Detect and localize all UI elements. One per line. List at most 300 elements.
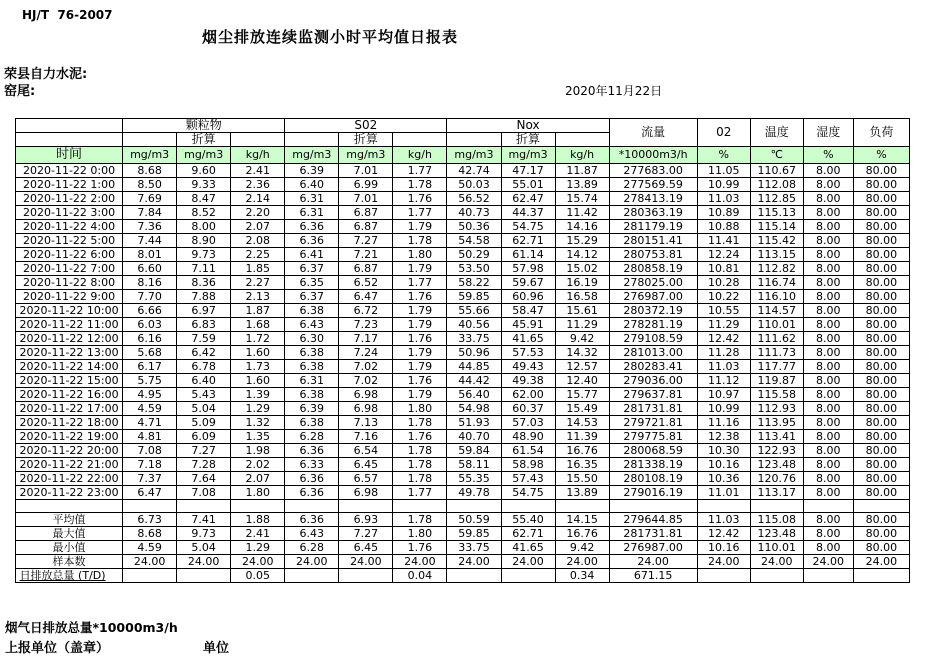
- value-cell: 279637.81: [609, 388, 697, 402]
- value-cell: 2.41: [231, 164, 285, 178]
- value-cell: 80.00: [853, 374, 909, 388]
- value-cell: 1.80: [231, 486, 285, 500]
- value-cell: 7.27: [339, 234, 393, 248]
- value-cell: 16.19: [555, 276, 609, 290]
- value-cell: 60.96: [501, 290, 555, 304]
- data-row: [16, 388, 910, 402]
- value-cell: 2.25: [231, 248, 285, 262]
- time-cell: 2020-11-22 8:00: [16, 276, 123, 290]
- data-row: [16, 206, 910, 220]
- monitoring-point: 窑尾:: [4, 84, 36, 99]
- value-cell: 112.82: [750, 262, 803, 276]
- value-cell: 7.44: [123, 234, 177, 248]
- value-cell: 24.00: [285, 555, 339, 569]
- value-cell: 13.89: [555, 486, 609, 500]
- spacer-row: [16, 500, 910, 513]
- value-cell: 8.00: [803, 444, 853, 458]
- value-cell: 62.71: [501, 234, 555, 248]
- group-load: 负荷: [853, 119, 909, 147]
- group-flow: 流量: [609, 119, 697, 147]
- kiln-date-line: [0, 80, 940, 98]
- value-cell: 8.68: [123, 527, 177, 541]
- value-cell: 1.87: [231, 304, 285, 318]
- value-cell: 24.00: [853, 555, 909, 569]
- value-cell: 80.00: [853, 220, 909, 234]
- value-cell: 112.93: [750, 402, 803, 416]
- value-cell: 6.42: [177, 346, 231, 360]
- value-cell: 57.03: [501, 416, 555, 430]
- value-cell: 80.00: [853, 430, 909, 444]
- data-row: [16, 304, 910, 318]
- value-cell: 50.96: [447, 346, 501, 360]
- value-cell: 2.41: [231, 527, 285, 541]
- report-date: 2020年11月22日: [565, 84, 663, 98]
- value-cell: [853, 569, 909, 583]
- value-cell: 10.16: [697, 458, 750, 472]
- value-cell: 1.76: [393, 290, 447, 304]
- value-cell: 6.87: [339, 220, 393, 234]
- unit-cell: kg/h: [393, 147, 447, 164]
- value-cell: 24.00: [697, 555, 750, 569]
- time-cell: 2020-11-22 6:00: [16, 248, 123, 262]
- time-cell: 2020-11-22 1:00: [16, 178, 123, 192]
- empty-cell: [231, 500, 285, 513]
- value-cell: 2.14: [231, 192, 285, 206]
- value-cell: 6.39: [285, 164, 339, 178]
- value-cell: 8.00: [803, 472, 853, 486]
- time-cell: 2020-11-22 14:00: [16, 360, 123, 374]
- empty-cell: [16, 133, 123, 147]
- value-cell: 80.00: [853, 402, 909, 416]
- value-cell: 115.13: [750, 206, 803, 220]
- empty-cell: [123, 133, 177, 147]
- value-cell: 1.79: [393, 262, 447, 276]
- unit-cell: mg/m3: [501, 147, 555, 164]
- value-cell: 10.55: [697, 304, 750, 318]
- value-cell: 1.77: [393, 164, 447, 178]
- value-cell: 113.17: [750, 486, 803, 500]
- value-cell: 59.84: [447, 444, 501, 458]
- value-cell: 281731.81: [609, 402, 697, 416]
- value-cell: 8.00: [803, 430, 853, 444]
- summary-label-cell: 日排放总量 (T/D): [16, 569, 123, 583]
- value-cell: 80.00: [853, 262, 909, 276]
- value-cell: 80.00: [853, 388, 909, 402]
- value-cell: 80.00: [853, 486, 909, 500]
- value-cell: 11.29: [697, 318, 750, 332]
- value-cell: 51.93: [447, 416, 501, 430]
- value-cell: 116.10: [750, 290, 803, 304]
- value-cell: 6.54: [339, 444, 393, 458]
- value-cell: 11.03: [697, 192, 750, 206]
- value-cell: 11.12: [697, 374, 750, 388]
- unit-cell: %: [853, 147, 909, 164]
- value-cell: 8.00: [803, 192, 853, 206]
- report-title: 烟尘排放连续监测小时平均值日报表: [201, 28, 458, 46]
- value-cell: 16.76: [555, 444, 609, 458]
- time-cell: 2020-11-22 20:00: [16, 444, 123, 458]
- value-cell: 6.31: [285, 192, 339, 206]
- value-cell: 8.00: [803, 318, 853, 332]
- value-cell: 80.00: [853, 458, 909, 472]
- value-cell: 10.88: [697, 220, 750, 234]
- value-cell: 6.47: [123, 486, 177, 500]
- summary-label-cell: 样本数: [16, 555, 123, 569]
- value-cell: 7.02: [339, 374, 393, 388]
- value-cell: 7.11: [177, 262, 231, 276]
- value-cell: 1.78: [393, 458, 447, 472]
- value-cell: 80.00: [853, 304, 909, 318]
- data-row: [16, 290, 910, 304]
- empty-cell: [16, 500, 123, 513]
- value-cell: 49.38: [501, 374, 555, 388]
- value-cell: 7.84: [123, 206, 177, 220]
- value-cell: [177, 569, 231, 583]
- value-cell: 7.24: [339, 346, 393, 360]
- value-cell: 24.00: [447, 555, 501, 569]
- value-cell: 5.43: [177, 388, 231, 402]
- value-cell: 1.29: [231, 402, 285, 416]
- value-cell: 7.23: [339, 318, 393, 332]
- value-cell: 12.24: [697, 248, 750, 262]
- value-cell: 8.47: [177, 192, 231, 206]
- value-cell: 6.09: [177, 430, 231, 444]
- value-cell: 8.52: [177, 206, 231, 220]
- empty-cell: [555, 500, 609, 513]
- value-cell: 7.59: [177, 332, 231, 346]
- value-cell: 58.11: [447, 458, 501, 472]
- value-cell: 6.17: [123, 360, 177, 374]
- value-cell: 6.52: [339, 276, 393, 290]
- value-cell: 7.37: [123, 472, 177, 486]
- time-cell: 2020-11-22 4:00: [16, 220, 123, 234]
- value-cell: 6.38: [285, 304, 339, 318]
- value-cell: 13.89: [555, 178, 609, 192]
- value-cell: 115.14: [750, 220, 803, 234]
- value-cell: 276987.00: [609, 541, 697, 555]
- value-cell: 113.41: [750, 430, 803, 444]
- value-cell: 1.76: [393, 430, 447, 444]
- value-cell: 281731.81: [609, 527, 697, 541]
- value-cell: 11.41: [697, 234, 750, 248]
- value-cell: 8.00: [803, 262, 853, 276]
- value-cell: 9.42: [555, 332, 609, 346]
- value-cell: 8.00: [803, 206, 853, 220]
- value-cell: 5.68: [123, 346, 177, 360]
- value-cell: 6.30: [285, 332, 339, 346]
- time-cell: 2020-11-22 21:00: [16, 458, 123, 472]
- value-cell: 6.36: [285, 444, 339, 458]
- value-cell: 8.00: [803, 304, 853, 318]
- value-cell: 281013.00: [609, 346, 697, 360]
- value-cell: [697, 569, 750, 583]
- value-cell: 280858.19: [609, 262, 697, 276]
- value-cell: 8.00: [803, 416, 853, 430]
- time-cell: 2020-11-22 7:00: [16, 262, 123, 276]
- value-cell: 10.99: [697, 402, 750, 416]
- converted-label-pm: 折算: [177, 133, 231, 147]
- value-cell: 61.14: [501, 248, 555, 262]
- value-cell: 0.34: [555, 569, 609, 583]
- value-cell: 11.29: [555, 318, 609, 332]
- unit-cell: %: [697, 147, 750, 164]
- value-cell: 8.00: [803, 513, 853, 527]
- value-cell: 54.75: [501, 220, 555, 234]
- value-cell: 24.00: [393, 555, 447, 569]
- value-cell: 1.60: [231, 346, 285, 360]
- time-cell: 2020-11-22 0:00: [16, 164, 123, 178]
- value-cell: 277683.00: [609, 164, 697, 178]
- value-cell: 6.36: [285, 486, 339, 500]
- value-cell: 44.85: [447, 360, 501, 374]
- empty-cell: [393, 500, 447, 513]
- value-cell: 122.93: [750, 444, 803, 458]
- value-cell: 8.00: [803, 332, 853, 346]
- standard-number: HJ/T 76-2007: [22, 8, 113, 22]
- value-cell: 53.50: [447, 262, 501, 276]
- value-cell: 57.98: [501, 262, 555, 276]
- value-cell: 114.57: [750, 304, 803, 318]
- value-cell: 280068.59: [609, 444, 697, 458]
- value-cell: 62.00: [501, 388, 555, 402]
- data-row: [16, 192, 910, 206]
- value-cell: 11.28: [697, 346, 750, 360]
- value-cell: 50.29: [447, 248, 501, 262]
- value-cell: 40.56: [447, 318, 501, 332]
- group-nox: Nox: [447, 119, 609, 133]
- value-cell: 10.89: [697, 206, 750, 220]
- value-cell: 5.04: [177, 541, 231, 555]
- value-cell: 80.00: [853, 472, 909, 486]
- value-cell: 80.00: [853, 234, 909, 248]
- unit-cell: kg/h: [555, 147, 609, 164]
- value-cell: 8.68: [123, 164, 177, 178]
- value-cell: 24.00: [803, 555, 853, 569]
- value-cell: 6.97: [177, 304, 231, 318]
- time-cell: 2020-11-22 11:00: [16, 318, 123, 332]
- value-cell: 12.42: [697, 332, 750, 346]
- value-cell: 7.36: [123, 220, 177, 234]
- value-cell: 54.58: [447, 234, 501, 248]
- data-row: [16, 346, 910, 360]
- value-cell: 50.59: [447, 513, 501, 527]
- value-cell: 44.42: [447, 374, 501, 388]
- value-cell: 10.28: [697, 276, 750, 290]
- empty-cell: [803, 500, 853, 513]
- value-cell: 7.64: [177, 472, 231, 486]
- summary-row: [16, 555, 910, 569]
- value-cell: 7.01: [339, 164, 393, 178]
- value-cell: 6.83: [177, 318, 231, 332]
- unit-cell: mg/m3: [447, 147, 501, 164]
- time-header: 时间: [16, 147, 123, 164]
- value-cell: 50.03: [447, 178, 501, 192]
- value-cell: 8.00: [803, 486, 853, 500]
- value-cell: 6.41: [285, 248, 339, 262]
- time-cell: 2020-11-22 22:00: [16, 472, 123, 486]
- value-cell: 6.93: [339, 513, 393, 527]
- value-cell: 5.04: [177, 402, 231, 416]
- data-row: [16, 164, 910, 178]
- value-cell: 8.50: [123, 178, 177, 192]
- value-cell: 1.68: [231, 318, 285, 332]
- value-cell: 7.16: [339, 430, 393, 444]
- value-cell: 6.99: [339, 178, 393, 192]
- data-row: [16, 416, 910, 430]
- value-cell: 8.00: [803, 402, 853, 416]
- value-cell: 80.00: [853, 276, 909, 290]
- value-cell: 9.42: [555, 541, 609, 555]
- data-row: [16, 430, 910, 444]
- value-cell: 40.70: [447, 430, 501, 444]
- value-cell: 113.15: [750, 248, 803, 262]
- value-cell: 6.87: [339, 206, 393, 220]
- value-cell: 7.13: [339, 416, 393, 430]
- time-cell: 2020-11-22 19:00: [16, 430, 123, 444]
- value-cell: 10.30: [697, 444, 750, 458]
- value-cell: 1.72: [231, 332, 285, 346]
- value-cell: 123.48: [750, 527, 803, 541]
- value-cell: 6.40: [177, 374, 231, 388]
- time-cell: 2020-11-22 10:00: [16, 304, 123, 318]
- value-cell: 277569.59: [609, 178, 697, 192]
- value-cell: 7.69: [123, 192, 177, 206]
- summary-row: [16, 569, 910, 583]
- time-cell: 2020-11-22 5:00: [16, 234, 123, 248]
- time-cell: 2020-11-22 13:00: [16, 346, 123, 360]
- value-cell: 6.38: [285, 346, 339, 360]
- value-cell: 1.79: [393, 304, 447, 318]
- value-cell: 80.00: [853, 164, 909, 178]
- empty-cell: [853, 500, 909, 513]
- value-cell: 1.78: [393, 234, 447, 248]
- data-row: [16, 402, 910, 416]
- value-cell: 60.37: [501, 402, 555, 416]
- value-cell: 8.16: [123, 276, 177, 290]
- value-cell: 1.39: [231, 388, 285, 402]
- value-cell: 41.65: [501, 541, 555, 555]
- empty-cell: [231, 133, 285, 147]
- unit-cell: mg/m3: [177, 147, 231, 164]
- value-cell: 110.01: [750, 318, 803, 332]
- value-cell: 280108.19: [609, 472, 697, 486]
- value-cell: 111.73: [750, 346, 803, 360]
- group-so2: S02: [285, 119, 447, 133]
- value-cell: 48.90: [501, 430, 555, 444]
- value-cell: 80.00: [853, 318, 909, 332]
- unit-cell: ℃: [750, 147, 803, 164]
- value-cell: 1.80: [393, 248, 447, 262]
- value-cell: 54.75: [501, 486, 555, 500]
- empty-cell: [447, 500, 501, 513]
- value-cell: 280372.19: [609, 304, 697, 318]
- value-cell: 279721.81: [609, 416, 697, 430]
- value-cell: 1.78: [393, 513, 447, 527]
- value-cell: 279775.81: [609, 430, 697, 444]
- value-cell: 16.35: [555, 458, 609, 472]
- value-cell: 6.38: [285, 416, 339, 430]
- empty-cell: [339, 500, 393, 513]
- value-cell: 6.36: [285, 234, 339, 248]
- value-cell: 11.16: [697, 416, 750, 430]
- value-cell: 1.79: [393, 388, 447, 402]
- value-cell: 5.09: [177, 416, 231, 430]
- value-cell: 1.79: [393, 360, 447, 374]
- value-cell: 80.00: [853, 444, 909, 458]
- units-header-row: [16, 147, 910, 164]
- value-cell: [501, 569, 555, 583]
- data-row: [16, 178, 910, 192]
- value-cell: 15.02: [555, 262, 609, 276]
- value-cell: 1.32: [231, 416, 285, 430]
- corner-cell: [16, 119, 123, 133]
- value-cell: 5.75: [123, 374, 177, 388]
- value-cell: 58.47: [501, 304, 555, 318]
- value-cell: 6.33: [285, 458, 339, 472]
- value-cell: 8.00: [803, 458, 853, 472]
- group-humidity: 湿度: [803, 119, 853, 147]
- value-cell: 6.40: [285, 178, 339, 192]
- value-cell: 8.90: [177, 234, 231, 248]
- value-cell: 24.00: [501, 555, 555, 569]
- value-cell: 55.01: [501, 178, 555, 192]
- flow-total-note: 烟气日排放总量*10000m3/h: [5, 620, 178, 635]
- value-cell: 42.74: [447, 164, 501, 178]
- time-cell: 2020-11-22 3:00: [16, 206, 123, 220]
- value-cell: 115.42: [750, 234, 803, 248]
- data-row: [16, 248, 910, 262]
- value-cell: 110.67: [750, 164, 803, 178]
- value-cell: 15.74: [555, 192, 609, 206]
- value-cell: 8.00: [803, 290, 853, 304]
- value-cell: 8.00: [803, 360, 853, 374]
- value-cell: 112.08: [750, 178, 803, 192]
- value-cell: 1.78: [393, 416, 447, 430]
- value-cell: 1.79: [393, 220, 447, 234]
- value-cell: 80.00: [853, 346, 909, 360]
- data-row: [16, 332, 910, 346]
- value-cell: 8.00: [803, 220, 853, 234]
- time-cell: 2020-11-22 18:00: [16, 416, 123, 430]
- value-cell: 6.45: [339, 541, 393, 555]
- value-cell: 59.67: [501, 276, 555, 290]
- value-cell: 11.42: [555, 206, 609, 220]
- data-row: [16, 276, 910, 290]
- value-cell: 12.40: [555, 374, 609, 388]
- value-cell: 278413.19: [609, 192, 697, 206]
- value-cell: 12.38: [697, 430, 750, 444]
- value-cell: 9.73: [177, 248, 231, 262]
- empty-cell: [177, 500, 231, 513]
- data-row: [16, 472, 910, 486]
- value-cell: 6.45: [339, 458, 393, 472]
- value-cell: 58.98: [501, 458, 555, 472]
- value-cell: 10.99: [697, 178, 750, 192]
- value-cell: 6.78: [177, 360, 231, 374]
- value-cell: 6.66: [123, 304, 177, 318]
- value-cell: 7.28: [177, 458, 231, 472]
- value-cell: 6.31: [285, 374, 339, 388]
- empty-cell: [123, 500, 177, 513]
- value-cell: 80.00: [853, 360, 909, 374]
- value-cell: 6.98: [339, 486, 393, 500]
- value-cell: 280151.41: [609, 234, 697, 248]
- value-cell: 8.36: [177, 276, 231, 290]
- value-cell: 6.38: [285, 360, 339, 374]
- unit-cell: mg/m3: [285, 147, 339, 164]
- value-cell: 119.87: [750, 374, 803, 388]
- value-cell: 4.95: [123, 388, 177, 402]
